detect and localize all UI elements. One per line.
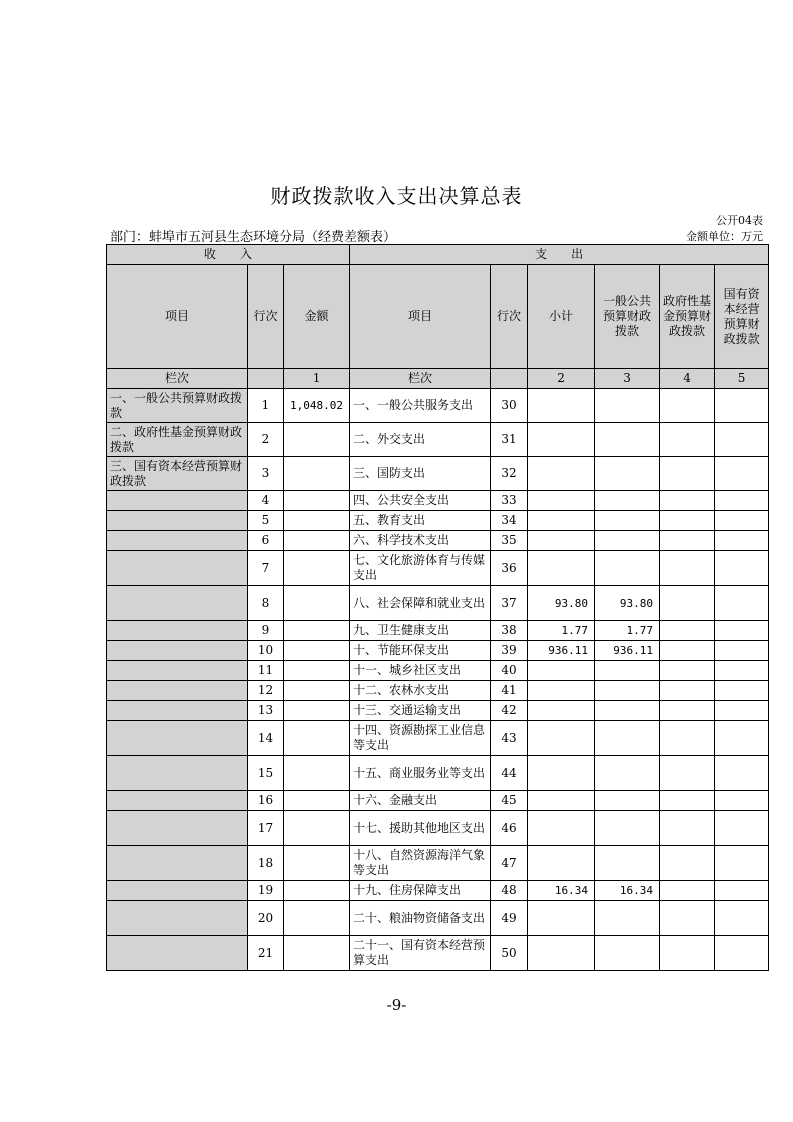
table-header: [107, 245, 769, 389]
income-amount: [284, 531, 350, 551]
expense-item: 十、节能环保支出: [350, 641, 491, 661]
expense-fund: [660, 936, 715, 971]
expense-general: [595, 756, 660, 791]
expense-general: [595, 721, 660, 756]
income-row-no: 21: [248, 936, 284, 971]
header-fund: 政府性基金预算财政拨款: [660, 265, 715, 369]
income-amount: [284, 901, 350, 936]
expense-row-no: 41: [491, 681, 528, 701]
expense-item: 一、一般公共服务支出: [350, 389, 491, 423]
income-row-no: 2: [248, 423, 284, 457]
income-item: [107, 901, 248, 936]
table-row: [107, 936, 769, 971]
department-label: 部门：蚌埠市五河县生态环境分局（经费差额表）: [110, 230, 397, 245]
expense-item: 二十、粮油物资储备支出: [350, 901, 491, 936]
expense-state: [715, 681, 769, 701]
expense-fund: [660, 586, 715, 621]
expense-fund: [660, 457, 715, 491]
expense-state: [715, 586, 769, 621]
expense-state: [715, 491, 769, 511]
expense-general: 1.77: [595, 621, 660, 641]
income-item: [107, 551, 248, 586]
expense-row-no: 32: [491, 457, 528, 491]
income-amount: [284, 491, 350, 511]
expense-subtotal: [528, 901, 595, 936]
col-row-1: 1: [284, 369, 350, 389]
col-row-4: 4: [660, 369, 715, 389]
income-item: [107, 586, 248, 621]
expense-general: 936.11: [595, 641, 660, 661]
income-item: [107, 531, 248, 551]
income-item: 二、政府性基金预算财政拨款: [107, 423, 248, 457]
income-row-no: 7: [248, 551, 284, 586]
col-row-3: 3: [595, 369, 660, 389]
expense-row-no: 43: [491, 721, 528, 756]
income-amount: [284, 423, 350, 457]
expense-item: 七、文化旅游体育与传媒支出: [350, 551, 491, 586]
expense-general: [595, 791, 660, 811]
income-item: [107, 791, 248, 811]
table-row: [107, 457, 769, 491]
table-row: [107, 901, 769, 936]
table-row: [107, 756, 769, 791]
table-body: [107, 389, 769, 971]
header-state: 国有资本经营预算财政拨款: [715, 265, 769, 369]
expense-row-no: 45: [491, 791, 528, 811]
expense-state: [715, 791, 769, 811]
expense-subtotal: [528, 551, 595, 586]
income-amount: [284, 756, 350, 791]
income-amount: [284, 846, 350, 881]
expense-general: [595, 389, 660, 423]
expense-state: [715, 901, 769, 936]
table-row: [107, 531, 769, 551]
expense-state: [715, 661, 769, 681]
income-amount: [284, 661, 350, 681]
expense-row-no: 42: [491, 701, 528, 721]
expense-fund: [660, 389, 715, 423]
expense-item: 十五、商业服务业等支出: [350, 756, 491, 791]
expense-general: [595, 423, 660, 457]
expense-fund: [660, 846, 715, 881]
income-row-no: 16: [248, 791, 284, 811]
income-amount: 1,048.02: [284, 389, 350, 423]
income-item: [107, 621, 248, 641]
expense-general: [595, 811, 660, 846]
expense-fund: [660, 901, 715, 936]
page-number: -9-: [386, 996, 407, 1014]
expense-row-no: 38: [491, 621, 528, 641]
expense-fund: [660, 661, 715, 681]
col-row-empty2: [491, 369, 528, 389]
expense-state: [715, 621, 769, 641]
income-item: [107, 491, 248, 511]
expense-general: [595, 457, 660, 491]
table-row: [107, 681, 769, 701]
income-amount: [284, 511, 350, 531]
header-subtotal: 小计: [528, 265, 595, 369]
page-title: 财政拨款收入支出决算总表: [270, 184, 523, 208]
table-row: [107, 701, 769, 721]
expense-general: [595, 491, 660, 511]
expense-subtotal: [528, 721, 595, 756]
col-row-5: 5: [715, 369, 769, 389]
income-row-no: 19: [248, 881, 284, 901]
expense-subtotal: [528, 811, 595, 846]
expense-subtotal: [528, 491, 595, 511]
expense-subtotal: [528, 846, 595, 881]
col-row-empty: [248, 369, 284, 389]
income-item: 一、一般公共预算财政拨款: [107, 389, 248, 423]
table-row: [107, 551, 769, 586]
expense-fund: [660, 791, 715, 811]
expense-row-no: 36: [491, 551, 528, 586]
budget-table: [106, 244, 769, 971]
expense-general: [595, 531, 660, 551]
expense-state: [715, 531, 769, 551]
income-item: [107, 701, 248, 721]
expense-section-header: 支 出: [350, 245, 769, 265]
table-row: [107, 846, 769, 881]
table-row: [107, 621, 769, 641]
expense-fund: [660, 511, 715, 531]
expense-item: 十四、资源勘探工业信息等支出: [350, 721, 491, 756]
expense-general: [595, 511, 660, 531]
income-item: [107, 936, 248, 971]
income-row-no: 17: [248, 811, 284, 846]
expense-item: 八、社会保障和就业支出: [350, 586, 491, 621]
table-row: [107, 811, 769, 846]
expense-state: [715, 641, 769, 661]
unit-label: 金额单位：万元: [686, 230, 763, 243]
header-item: 项目: [107, 265, 248, 369]
table-row: [107, 881, 769, 901]
income-row-no: 14: [248, 721, 284, 756]
expense-item: 五、教育支出: [350, 511, 491, 531]
table-row: [107, 389, 769, 423]
expense-subtotal: [528, 756, 595, 791]
header-item2: 项目: [350, 265, 491, 369]
expense-subtotal: [528, 389, 595, 423]
income-item: [107, 846, 248, 881]
income-row-no: 11: [248, 661, 284, 681]
expense-fund: [660, 491, 715, 511]
expense-fund: [660, 881, 715, 901]
expense-state: [715, 511, 769, 531]
expense-row-no: 46: [491, 811, 528, 846]
expense-item: 三、国防支出: [350, 457, 491, 491]
form-number: 公开04表: [716, 214, 763, 227]
expense-row-no: 49: [491, 901, 528, 936]
expense-row-no: 47: [491, 846, 528, 881]
expense-general: [595, 901, 660, 936]
expense-row-no: 34: [491, 511, 528, 531]
income-amount: [284, 586, 350, 621]
expense-subtotal: [528, 423, 595, 457]
table-row: [107, 511, 769, 531]
expense-row-no: 33: [491, 491, 528, 511]
expense-fund: [660, 701, 715, 721]
expense-state: [715, 936, 769, 971]
income-amount: [284, 811, 350, 846]
income-amount: [284, 701, 350, 721]
header-row: 行次: [248, 265, 284, 369]
income-row-no: 4: [248, 491, 284, 511]
expense-fund: [660, 621, 715, 641]
expense-subtotal: [528, 681, 595, 701]
income-item: [107, 881, 248, 901]
expense-item: 十七、援助其他地区支出: [350, 811, 491, 846]
expense-item: 二十一、国有资本经营预算支出: [350, 936, 491, 971]
expense-item: 十三、交通运输支出: [350, 701, 491, 721]
col-row-2: 2: [528, 369, 595, 389]
income-row-no: 13: [248, 701, 284, 721]
expense-general: 16.34: [595, 881, 660, 901]
expense-fund: [660, 551, 715, 586]
table-row: [107, 586, 769, 621]
col-row-label2: 栏次: [350, 369, 491, 389]
expense-subtotal: 16.34: [528, 881, 595, 901]
income-item: [107, 756, 248, 791]
table-row: [107, 661, 769, 681]
income-row-no: 15: [248, 756, 284, 791]
expense-row-no: 31: [491, 423, 528, 457]
expense-state: [715, 846, 769, 881]
income-row-no: 6: [248, 531, 284, 551]
col-row-label: 栏次: [107, 369, 248, 389]
expense-state: [715, 811, 769, 846]
expense-subtotal: [528, 661, 595, 681]
income-amount: [284, 721, 350, 756]
expense-item: 十六、金融支出: [350, 791, 491, 811]
expense-general: [595, 681, 660, 701]
table-row: [107, 721, 769, 756]
expense-row-no: 30: [491, 389, 528, 423]
expense-fund: [660, 531, 715, 551]
expense-general: [595, 661, 660, 681]
income-row-no: 3: [248, 457, 284, 491]
income-amount: [284, 551, 350, 586]
expense-item: 十二、农林水支出: [350, 681, 491, 701]
income-amount: [284, 881, 350, 901]
income-amount: [284, 621, 350, 641]
expense-subtotal: [528, 936, 595, 971]
expense-subtotal: 93.80: [528, 586, 595, 621]
expense-state: [715, 389, 769, 423]
header-general: 一般公共预算财政拨款: [595, 265, 660, 369]
income-row-no: 1: [248, 389, 284, 423]
income-item: [107, 641, 248, 661]
expense-item: 十八、自然资源海洋气象等支出: [350, 846, 491, 881]
expense-state: [715, 701, 769, 721]
expense-state: [715, 881, 769, 901]
expense-general: [595, 551, 660, 586]
income-amount: [284, 791, 350, 811]
expense-subtotal: [528, 701, 595, 721]
expense-row-no: 40: [491, 661, 528, 681]
income-item: [107, 681, 248, 701]
income-item: [107, 721, 248, 756]
income-row-no: 20: [248, 901, 284, 936]
expense-general: [595, 846, 660, 881]
expense-fund: [660, 756, 715, 791]
table-row: [107, 423, 769, 457]
income-row-no: 12: [248, 681, 284, 701]
expense-subtotal: 1.77: [528, 621, 595, 641]
expense-state: [715, 457, 769, 491]
income-item: [107, 511, 248, 531]
income-row-no: 10: [248, 641, 284, 661]
table-row: [107, 491, 769, 511]
table-row: [107, 791, 769, 811]
income-row-no: 5: [248, 511, 284, 531]
expense-fund: [660, 641, 715, 661]
expense-subtotal: [528, 457, 595, 491]
income-amount: [284, 641, 350, 661]
income-section-header: 收 入: [107, 245, 350, 265]
expense-state: [715, 756, 769, 791]
expense-state: [715, 423, 769, 457]
expense-fund: [660, 721, 715, 756]
header-amount: 金额: [284, 265, 350, 369]
expense-state: [715, 551, 769, 586]
expense-subtotal: 936.11: [528, 641, 595, 661]
expense-row-no: 44: [491, 756, 528, 791]
expense-row-no: 50: [491, 936, 528, 971]
income-item: [107, 811, 248, 846]
expense-fund: [660, 681, 715, 701]
expense-item: 二、外交支出: [350, 423, 491, 457]
income-row-no: 18: [248, 846, 284, 881]
expense-item: 六、科学技术支出: [350, 531, 491, 551]
expense-item: 四、公共安全支出: [350, 491, 491, 511]
expense-item: 十一、城乡社区支出: [350, 661, 491, 681]
expense-subtotal: [528, 531, 595, 551]
income-item: [107, 661, 248, 681]
expense-fund: [660, 423, 715, 457]
expense-general: [595, 936, 660, 971]
income-row-no: 8: [248, 586, 284, 621]
table-row: [107, 641, 769, 661]
expense-subtotal: [528, 791, 595, 811]
income-item: 三、国有资本经营预算财政拨款: [107, 457, 248, 491]
expense-state: [715, 721, 769, 756]
income-amount: [284, 681, 350, 701]
expense-subtotal: [528, 511, 595, 531]
expense-row-no: 35: [491, 531, 528, 551]
income-row-no: 9: [248, 621, 284, 641]
expense-row-no: 48: [491, 881, 528, 901]
expense-item: 十九、住房保障支出: [350, 881, 491, 901]
expense-item: 九、卫生健康支出: [350, 621, 491, 641]
expense-general: 93.80: [595, 586, 660, 621]
expense-general: [595, 701, 660, 721]
header-row2: 行次: [491, 265, 528, 369]
expense-row-no: 37: [491, 586, 528, 621]
income-amount: [284, 457, 350, 491]
income-amount: [284, 936, 350, 971]
expense-row-no: 39: [491, 641, 528, 661]
expense-fund: [660, 811, 715, 846]
